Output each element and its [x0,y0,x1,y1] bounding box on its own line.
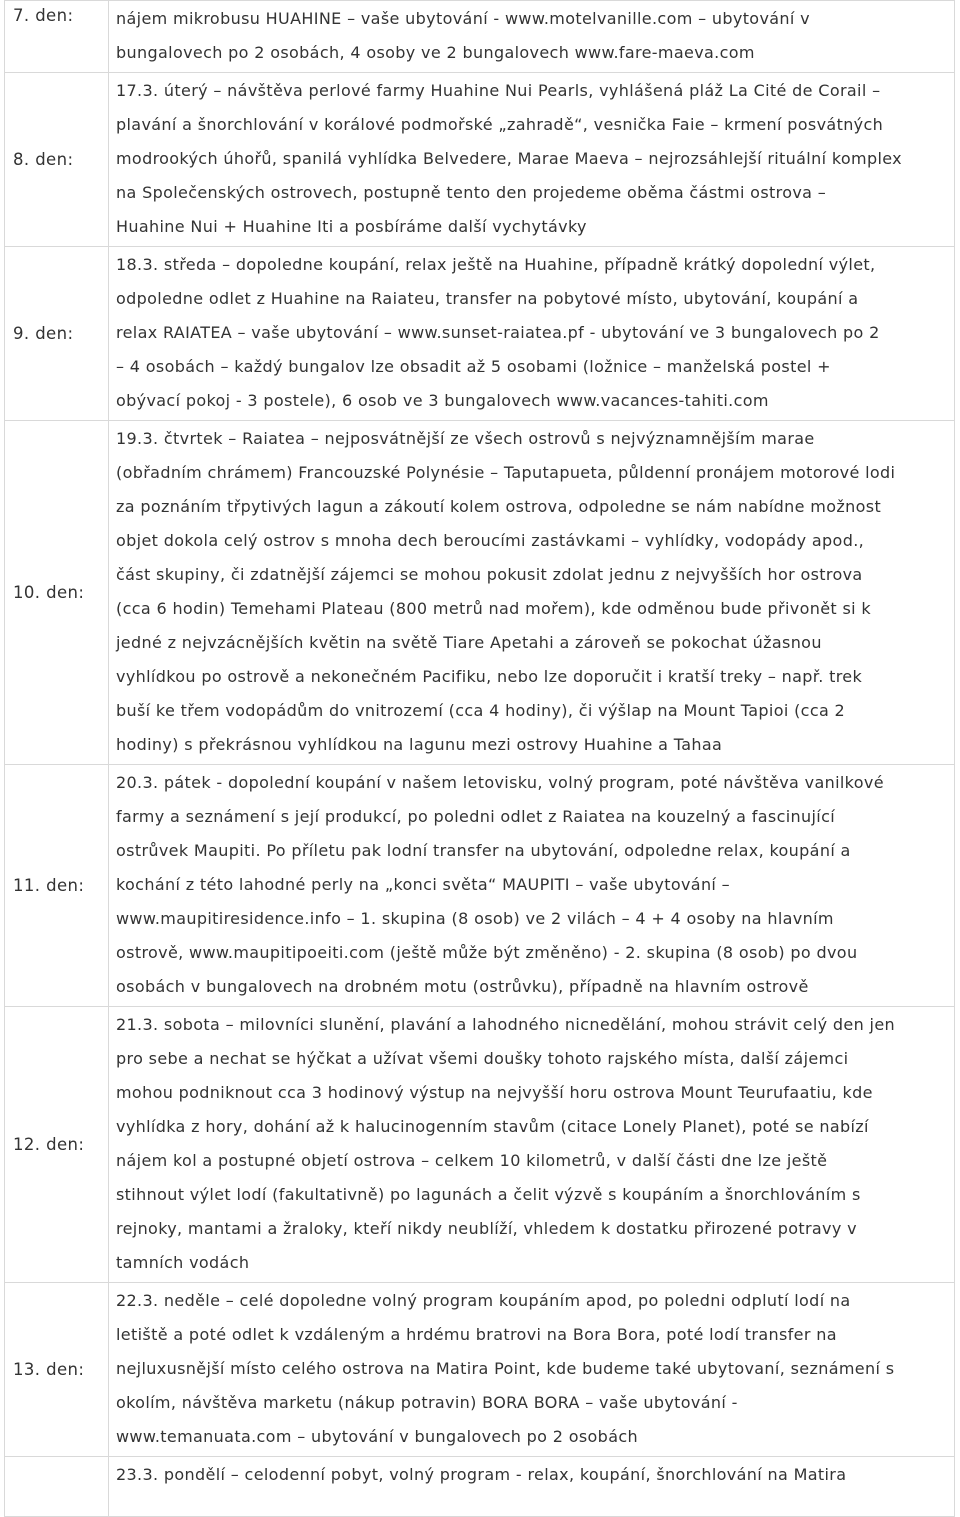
text-line: farmy a seznámení s její produkcí, po poledni odlet z Raiatea na kouzelný a fascinující [116,807,836,826]
text-line: (cca 6 hodin) Temehami Plateau (800 metrů nad mořem), kde odměnou bude přivonět si k [116,599,872,618]
day-label: 11. den: [5,765,109,1007]
day-label: 7. den: [5,1,109,73]
text-line: pro sebe a nechat se hýčkat a užívat všemi doušky tohoto rajského místa, další zájemci [116,1049,849,1068]
day-row-8 [5,73,955,247]
text-line: 19.3. čtvrtek – Raiatea – nejposvátnější ze všech ostrovů s nejvýznamnějším marae [116,429,815,448]
text-line: osobách v bungalovech na drobném motu (ostrůvku), případně na hlavním ostrově [116,977,809,996]
day-row-13 [5,1283,955,1457]
text-line: mohou podniknout cca 3 hodinový výstup na nejvyšší horu ostrova Mount Teurufaatiu, kde [116,1083,873,1102]
day-row-9 [5,247,955,421]
text-line: 18.3. středa – dopoledne koupání, relax ještě na Huahine, případně krátký dopolední výlet, [116,255,876,274]
text-line: odpoledne odlet z Huahine na Raiateu, transfer na pobytové místo, ubytování, koupání a [116,289,859,308]
text-line: nájem kol a postupné objetí ostrova – celkem 10 kilometrů, v další části dne lze ještě [116,1151,828,1170]
day-description [109,247,955,421]
itinerary-table [4,0,955,1517]
text-line: letiště a poté odlet k vzdáleným a hrdému bratrovi na Bora Bora, poté lodí transfer na [116,1325,837,1344]
day-row-12 [5,1007,955,1283]
text-line: stihnout výlet lodí (fakultativně) po lagunách a čelit výzvě s koupáním a šnorchlováním s [116,1185,861,1204]
text-line: modrookých úhořů, spanilá vyhlídka Belvedere, Marae Maeva – nejrozsáhlejší rituální komplex [116,149,902,168]
day-row-14 [5,1457,955,1517]
day-description [109,1457,955,1517]
text-line: bungalovech po 2 osobách, 4 osoby ve 2 bungalovech www.fare-maeva.com [116,43,755,62]
text-line: plavání a šnorchlování v korálové podmořské „zahradě“, vesnička Faie – krmení posvátných [116,115,884,134]
text-line: část skupiny, či zdatnější zájemci se mohou pokusit zdolat jednu z nejvyšších hor ostrova [116,565,863,584]
text-line: 17.3. úterý – návštěva perlové farmy Huahine Nui Pearls, vyhlášená pláž La Cité de Corail – [116,81,881,100]
text-line: ostrůvek Maupiti. Po příletu pak lodní transfer na ubytování, odpoledne relax, koupání a [116,841,851,860]
day-label: 12. den: [5,1007,109,1283]
text-line: www.maupitiresidence.info – 1. skupina (8 osob) ve 2 vilách – 4 + 4 osoby na hlavním [116,909,834,928]
day-label: 8. den: [5,73,109,247]
text-line: okolím, návštěva marketu (nákup potravin) BORA BORA – vaše ubytování - [116,1393,738,1412]
day-description [109,1,955,73]
text-line: ostrově, www.maupitipoeiti.com (ještě může být změněno) - 2. skupina (8 osob) po dvou [116,943,858,962]
text-line: kochání z této lahodné perly na „konci světa“ MAUPITI – vaše ubytování – [116,875,731,894]
day-description [109,1283,955,1457]
day-description [109,73,955,247]
day-description [109,1007,955,1283]
text-line: tamních vodách [116,1253,250,1272]
text-line: na Společenských ostrovech, postupně tento den projedeme oběma částmi ostrova – [116,183,827,202]
text-line: Huahine Nui + Huahine Iti a posbíráme další vychytávky [116,217,587,236]
text-line: 23.3. pondělí – celodenní pobyt, volný program - relax, koupání, šnorchlování na Matira [116,1465,847,1484]
text-line: relax RAIATEA – vaše ubytování – www.sunset-raiatea.pf - ubytování ve 3 bungalovech po 2 [116,323,880,342]
text-line: nájem mikrobusu HUAHINE – vaše ubytování - www.motelvanille.com – ubytování v [116,9,810,28]
text-line: za poznáním třpytivých lagun a zákoutí kolem ostrova, odpoledne se nám nabídne možnost [116,497,882,516]
text-line: jedné z nejvzácnějších květin na světě Tiare Apetahi a zároveň se pokochat úžasnou [116,633,822,652]
text-line: obývací pokoj - 3 postele), 6 osob ve 3 bungalovech www.vacances-tahiti.com [116,391,769,410]
day-description [109,421,955,765]
day-row-11 [5,765,955,1007]
day-label: 13. den: [5,1283,109,1457]
text-line: (obřadním chrámem) Francouzské Polynésie – Taputapueta, půldenní pronájem motorové lodi [116,463,896,482]
day-row-7 [5,1,955,73]
day-label: 10. den: [5,421,109,765]
text-line: rejnoky, mantami a žraloky, kteří nikdy neublíží, vhledem k dostatku přirozené potravy v [116,1219,857,1238]
text-line: hodiny) s překrásnou vyhlídkou na lagunu mezi ostrovy Huahine a Tahaa [116,735,723,754]
day-description [109,765,955,1007]
text-line: www.temanuata.com – ubytování v bungalovech po 2 osobách [116,1427,638,1446]
text-line: buší ke třem vodopádům do vnitrozemí (cca 4 hodiny), či výšlap na Mount Tapioi (cca 2 [116,701,846,720]
text-line: 21.3. sobota – milovníci slunění, plavání a lahodného nicnedělání, mohou strávit celý den jen [116,1015,896,1034]
text-line: objet dokola celý ostrov s mnoha dech beroucími zastávkami – vyhlídky, vodopády apod., [116,531,865,550]
text-line: 22.3. neděle – celé dopoledne volný program koupáním apod, po poledni odplutí lodí na [116,1291,851,1310]
text-line: vyhlídkou po ostrově a nekonečném Pacifiku, nebo lze doporučit i kratší treky – např. trek [116,667,863,686]
day-label: 9. den: [5,247,109,421]
text-line: vyhlídka z hory, dohání až k halucinogenním stavům (citace Lonely Planet), poté se nabízí [116,1117,869,1136]
day-row-10 [5,421,955,765]
day-label [5,1457,109,1517]
text-line: 20.3. pátek - dopolední koupání v našem letovisku, volný program, poté návštěva vanilkové [116,773,884,792]
text-line: nejluxusnější místo celého ostrova na Matira Point, kde budeme také ubytovaní, seznámení s [116,1359,895,1378]
text-line: – 4 osobách – každý bungalov lze obsadit až 5 osobami (ložnice – manželská postel + [116,357,831,376]
